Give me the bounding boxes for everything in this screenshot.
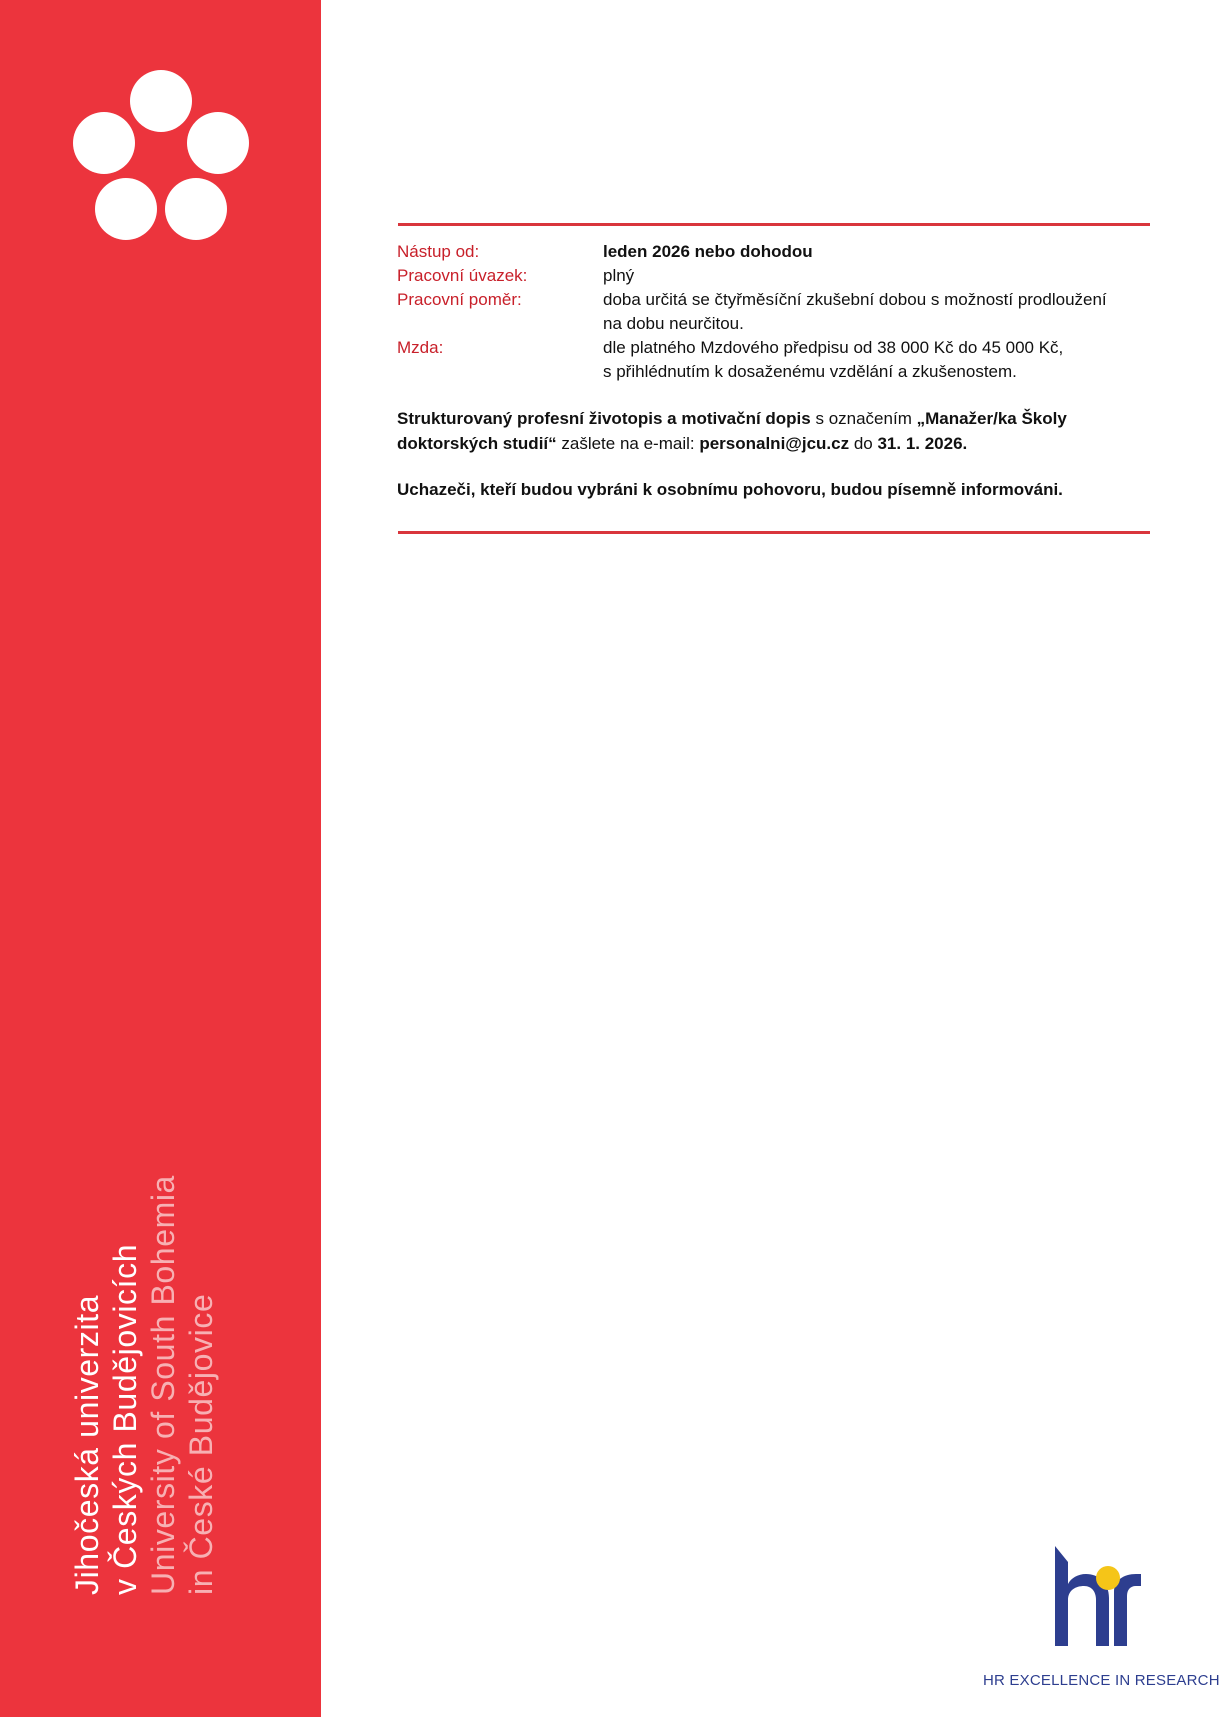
university-name-en-line1: University of South Bohemia xyxy=(145,1175,181,1595)
detail-row-start xyxy=(397,240,1157,264)
logo-dot xyxy=(187,112,249,174)
logo-dot xyxy=(130,70,192,132)
detail-value-line: dle platného Mzdového předpisu od 38 000 Kč do 45 000 Kč, xyxy=(603,338,1064,357)
sidebar xyxy=(0,0,321,1717)
top-divider xyxy=(398,223,1150,226)
detail-row-employment xyxy=(397,288,1157,336)
detail-label: Pracovní poměr: xyxy=(397,290,522,309)
detail-value xyxy=(603,288,1157,336)
university-name xyxy=(68,1175,220,1595)
application-text: zašlete na e-mail: xyxy=(556,434,700,453)
notice: Uchazeči, kteří budou vybráni k osobnímu pohovoru, budou písemně informováni. xyxy=(397,480,1063,499)
detail-row-salary xyxy=(397,336,1157,384)
logo-dot xyxy=(73,112,135,174)
detail-value-line: leden 2026 nebo dohodou xyxy=(603,242,813,261)
application-text: s označením xyxy=(810,409,917,428)
detail-row-workload xyxy=(397,264,1157,288)
university-name-cz-line2: v Českých Budějovicích xyxy=(107,1243,143,1595)
detail-value-line: plný xyxy=(603,266,635,285)
detail-value xyxy=(603,336,1157,384)
job-details xyxy=(397,240,1157,500)
detail-value xyxy=(603,240,1157,264)
hr-excellence-text: HR EXCELLENCE IN RESEARCH xyxy=(983,1672,1220,1689)
deadline: 31. 1. 2026. xyxy=(877,434,968,453)
university-name-en-line2: in České Budějovice xyxy=(183,1293,219,1595)
bottom-divider xyxy=(398,531,1150,534)
hr-logo-r-shape xyxy=(1114,1574,1141,1646)
detail-value xyxy=(603,264,1157,288)
detail-value-line: doba určitá se čtyřměsíční zkušební dobou s možností prodloužení xyxy=(603,290,1107,309)
application-text: do xyxy=(849,434,878,453)
detail-value-line: s přihlédnutím k dosaženému vzdělání a zkušenostem. xyxy=(603,362,1017,381)
detail-label: Nástup od: xyxy=(397,242,480,261)
logo-dot xyxy=(165,178,227,240)
detail-label: Pracovní úvazek: xyxy=(397,266,528,285)
detail-label: Mzda: xyxy=(397,338,444,357)
detail-value-line: na dobu neurčitou. xyxy=(603,314,744,333)
application-instructions xyxy=(397,406,1157,456)
email-link[interactable]: personalni@jcu.cz xyxy=(699,434,850,453)
application-docs: Strukturovaný profesní životopis a motivační dopis xyxy=(397,409,811,428)
university-name-cz-line1: Jihočeská univerzita xyxy=(69,1294,105,1595)
hr-logo-dot xyxy=(1096,1566,1120,1590)
position-title: „Manažer/ka Školy doktorských studií“ xyxy=(397,409,1067,453)
hr-logo-h-shape xyxy=(1055,1546,1109,1646)
logo-dot xyxy=(95,178,157,240)
university-logo-icon xyxy=(70,68,250,243)
